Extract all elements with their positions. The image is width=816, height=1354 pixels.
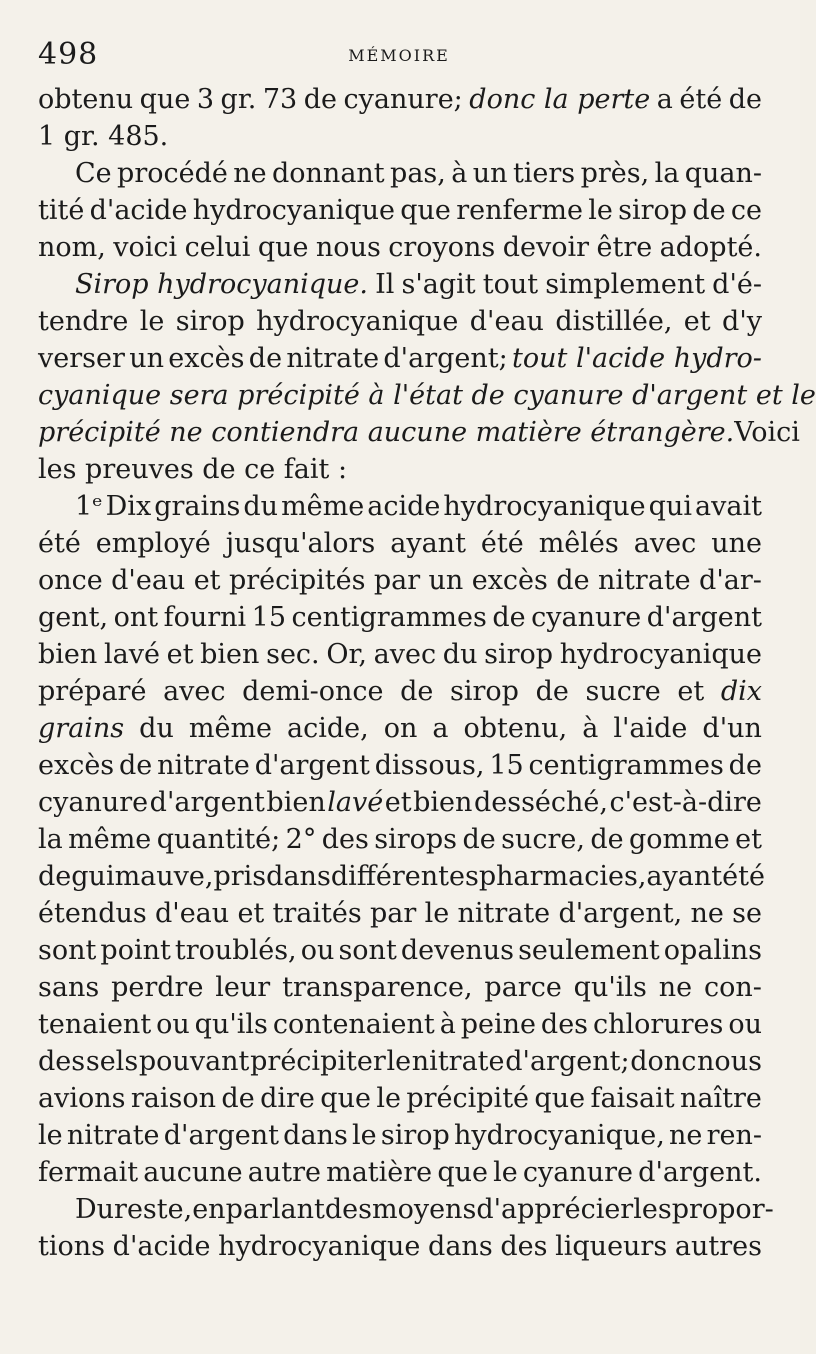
text-segment: ou (728, 1009, 762, 1040)
text-segment: des (540, 1009, 589, 1040)
text-segment: que (534, 1083, 586, 1114)
text-segment: près, (580, 158, 650, 189)
text-segment: nom, (38, 232, 106, 263)
text-segment: bien (266, 787, 326, 818)
text-segment: qui (648, 491, 692, 522)
text-segment: matière (326, 1157, 433, 1188)
text-segment: que (139, 84, 191, 115)
text-segment: de (119, 750, 153, 781)
text-segment: avec (163, 676, 226, 707)
text-segment: précipités (228, 565, 366, 596)
text-segment: ce (730, 195, 762, 226)
text-segment: par (370, 898, 417, 929)
text-segment: sont (38, 935, 97, 966)
text-segment: et (166, 639, 194, 670)
text-segment: et (677, 676, 705, 707)
text-segment: l'aide (613, 713, 688, 744)
text-line (38, 599, 762, 636)
text-segment: des (324, 1194, 372, 1225)
text-segment: a (432, 713, 449, 744)
text-segment: sirop (450, 676, 519, 707)
text-segment: par (373, 565, 421, 596)
text-segment: et (735, 824, 762, 855)
text-segment: tité (38, 195, 85, 226)
text-segment: le (386, 1046, 412, 1077)
text-segment: s'agit (401, 269, 476, 300)
text-segment: les preuves de ce fait : (38, 454, 348, 485)
text-segment: lavé (103, 639, 160, 670)
text-segment: fourni (163, 602, 247, 633)
text-segment: sels (85, 1046, 139, 1077)
text-segment: à (582, 713, 599, 744)
text-segment: parce (484, 972, 562, 1003)
text-line (38, 1191, 774, 1228)
text-segment: ne (233, 158, 267, 189)
text-segment: ayant (390, 528, 466, 559)
text-segment: bien (38, 639, 98, 670)
text-segment: excès (38, 750, 115, 781)
text-segment: que (437, 1157, 488, 1188)
text-line (38, 229, 762, 266)
text-segment: du (442, 639, 478, 670)
text-segment: été (722, 861, 765, 892)
text-segment: fermait (38, 1157, 139, 1188)
text-segment: cyanure; (343, 84, 463, 115)
text-line (38, 451, 762, 488)
text-segment: ont (113, 602, 159, 633)
text-segment: c'est-à-dire (609, 787, 762, 818)
text-segment: hydrocyanique (218, 1231, 421, 1262)
text-segment: la (38, 824, 63, 855)
text-segment: d'eau (155, 898, 230, 929)
text-segment: contenaient (272, 1009, 435, 1040)
text-segment: Sirop hydrocyanique. (75, 269, 368, 300)
text-line (38, 895, 762, 932)
text-segment: nitrate (157, 750, 250, 781)
text-segment: d'argent. (638, 1157, 762, 1188)
text-segment: et (237, 898, 265, 929)
text-segment: été (480, 528, 524, 559)
text-segment: Voici (734, 417, 800, 448)
text-segment: gomme (628, 824, 730, 855)
text-segment: sirops (374, 824, 458, 855)
text-segment: nitrate (597, 565, 691, 596)
page-header (38, 38, 760, 74)
text-segment: 2° (285, 824, 317, 855)
text-segment: sec. (266, 639, 320, 670)
text-segment: gr. (220, 84, 257, 115)
text-segment: d'argent (163, 1120, 279, 1151)
text-segment: sirop (618, 195, 688, 226)
text-segment: de (535, 676, 569, 707)
text-segment: de (400, 676, 434, 707)
text-segment: d'argent; (383, 343, 508, 374)
text-segment: d'eau (469, 306, 544, 337)
text-segment: acide (367, 491, 441, 522)
text-segment: que (400, 195, 451, 226)
text-segment: cyanique sera précipité à l'état de cyanure d'argent et le (38, 380, 816, 411)
text-segment: a (656, 84, 673, 115)
text-segment: de (248, 343, 283, 374)
text-segment: de (556, 565, 590, 596)
text-line (38, 155, 762, 192)
text-segment: Or, (326, 639, 367, 670)
text-line (38, 969, 762, 1006)
text-line (38, 710, 762, 747)
text-segment: hydrocyanique (192, 195, 395, 226)
text-segment: jusqu'alors (225, 528, 376, 559)
text-segment: d'y (722, 306, 762, 337)
text-segment: nitrate (286, 343, 380, 374)
text-segment: naître (680, 1083, 762, 1114)
text-segment: leur (215, 972, 271, 1003)
text-segment: dans (266, 861, 331, 892)
text-segment: à (451, 158, 468, 189)
text-segment: nitrate (411, 1046, 505, 1077)
text-line (38, 266, 762, 303)
text-segment: tiers (512, 158, 576, 189)
text-segment: demi-once (242, 676, 384, 707)
text-line (38, 1117, 762, 1154)
text-segment: d'eau (111, 565, 186, 596)
text-segment: été (679, 84, 723, 115)
text-segment: qu'ils (573, 972, 647, 1003)
text-line (38, 932, 762, 969)
text-segment: tenaient (38, 1009, 152, 1040)
text-segment: 15 (251, 602, 287, 633)
text-segment: avait (695, 491, 762, 522)
text-segment: parlant (225, 1194, 325, 1225)
text-segment: de (492, 602, 526, 633)
text-segment: préparé (38, 676, 147, 707)
text-segment: de (38, 861, 72, 892)
text-segment: devenus (400, 935, 514, 966)
text-segment: le (38, 1120, 63, 1151)
text-segment: sirop (175, 306, 245, 337)
text-segment: 3 (196, 84, 215, 115)
text-segment: centigrammes (528, 750, 724, 781)
text-segment: tout (482, 269, 539, 300)
text-segment: d'argent, (558, 898, 683, 929)
text-segment: de (728, 84, 762, 115)
text-segment: employé (95, 528, 211, 559)
text-segment: pas, (390, 158, 446, 189)
text-segment: cyanure (522, 1157, 634, 1188)
text-segment: sans (38, 972, 100, 1003)
text-segment: voici (113, 232, 178, 263)
text-segment: et (683, 306, 711, 337)
text-segment: avec (633, 528, 697, 559)
text-segment: étendus (38, 898, 147, 929)
text-segment: 1 gr. 485. (38, 121, 169, 152)
text-segment: ou (156, 1009, 190, 1040)
text-segment: opalins (663, 935, 762, 966)
text-segment: le (493, 1157, 518, 1188)
text-segment: bien (413, 787, 473, 818)
text-segment: sucre, (501, 824, 585, 855)
text-segment: la (654, 158, 680, 189)
text-segment: ne (658, 972, 693, 1003)
text-segment: excès (471, 565, 548, 596)
text-segment: sont (338, 935, 397, 966)
text-segment: nous (697, 1046, 762, 1077)
text-segment: avec (373, 639, 437, 670)
text-segment: ayant (646, 861, 723, 892)
text-segment: ou (300, 935, 335, 966)
text-segment: d'argent (646, 602, 762, 633)
text-segment: transparence, (282, 972, 473, 1003)
text-line (38, 81, 762, 118)
text-segment: d'apprécier (476, 1194, 634, 1225)
text-line (38, 1080, 762, 1117)
text-segment: pris (213, 861, 267, 892)
text-segment: cyanure (531, 602, 642, 633)
text-segment: guimauve, (71, 861, 214, 892)
text-segment: de (728, 750, 762, 781)
text-segment: de (692, 195, 726, 226)
text-segment: Ce (75, 158, 112, 189)
text-segment: dans (283, 1120, 348, 1151)
text-segment: quantité; (156, 824, 281, 855)
text-segment: 15 (489, 750, 524, 781)
text-segment: un (129, 343, 164, 374)
text-segment: d'un (702, 713, 762, 744)
text-segment: le (424, 898, 450, 929)
text-segment: de (590, 824, 624, 855)
text-segment: de (462, 824, 496, 855)
text-segment: lavé (327, 787, 384, 818)
text-segment: simplement (545, 269, 706, 300)
text-line (38, 377, 816, 414)
text-segment: d'acide (89, 195, 188, 226)
text-segment: obtenu, (463, 713, 568, 744)
text-segment: hydrocyanique, (453, 1120, 665, 1151)
text-segment: nous (315, 232, 381, 263)
text-segment: une (711, 528, 762, 559)
text-segment: cyanure (38, 787, 149, 818)
text-line (38, 118, 762, 155)
text-segment: Dix (105, 491, 152, 522)
text-line (38, 562, 762, 599)
text-segment: d'argent (254, 750, 370, 781)
text-segment: on (383, 713, 418, 744)
text-line (38, 1154, 762, 1191)
text-segment: de (221, 1083, 255, 1114)
text-line (38, 821, 762, 858)
text-segment: que (320, 1083, 371, 1114)
text-segment: dissous, (374, 750, 485, 781)
text-segment: hydrocyanique (256, 306, 459, 337)
text-segment: différentes (330, 861, 479, 892)
text-segment: ne (669, 1120, 703, 1151)
text-segment: distillée, (555, 306, 673, 337)
text-segment: grains (38, 713, 125, 744)
text-segment: 1ᵉ (75, 491, 103, 522)
text-segment: tendre (38, 306, 129, 337)
text-segment: peine (460, 1009, 536, 1040)
text-segment: gent, (38, 602, 109, 633)
text-segment: été (38, 528, 81, 559)
text-segment: faisait (590, 1083, 675, 1114)
text-segment: traités (272, 898, 362, 929)
text-segment: devoir (502, 232, 590, 263)
text-segment: un (472, 158, 508, 189)
text-line (38, 525, 762, 562)
text-segment: Du (75, 1194, 115, 1225)
text-segment: d'ar- (699, 565, 762, 596)
text-segment: en (192, 1194, 226, 1225)
text-segment: ne (690, 898, 724, 929)
text-segment: quan- (684, 158, 762, 189)
text-segment: aucune (143, 1157, 243, 1188)
text-segment: et (193, 565, 221, 596)
text-segment: précipité (406, 1083, 530, 1114)
text-segment: même (68, 824, 152, 855)
text-segment: sirop (484, 639, 554, 670)
text-segment: que (257, 232, 309, 263)
text-segment: et (384, 787, 412, 818)
text-line (38, 1228, 762, 1265)
text-segment: desséché, (473, 787, 608, 818)
text-segment: ren- (706, 1120, 762, 1151)
text-segment: once (38, 565, 103, 596)
running-head: MÉMOIRE (348, 46, 450, 65)
body-text (38, 81, 816, 1265)
text-segment: d'acide (112, 1231, 211, 1262)
text-segment: liqueurs (555, 1231, 668, 1262)
text-segment: hydrocyanique (443, 491, 646, 522)
text-segment: celui (184, 232, 251, 263)
text-segment: raison (130, 1083, 217, 1114)
text-segment: grains (154, 491, 241, 522)
text-segment: d'é- (712, 269, 762, 300)
text-segment: être (596, 232, 653, 263)
text-segment: du (139, 713, 174, 744)
text-line (38, 192, 762, 229)
text-segment: précipité ne contiendra aucune matière étrangère. (38, 417, 735, 448)
text-segment: reste, (114, 1194, 193, 1225)
text-segment: le (588, 195, 613, 226)
text-segment: le (139, 306, 165, 337)
text-line (38, 414, 800, 451)
text-segment: de (303, 84, 338, 115)
text-segment: avions (38, 1083, 126, 1114)
text-segment: dire (260, 1083, 315, 1114)
text-segment: nitrate (66, 1120, 160, 1151)
text-segment: même (188, 713, 273, 744)
text-segment: dix (720, 676, 762, 707)
text-segment: moyens (371, 1194, 477, 1225)
text-segment: adopté. (659, 232, 762, 263)
text-segment: excès (168, 343, 245, 374)
text-segment: donnant (272, 158, 385, 189)
text-segment: propor- (671, 1194, 774, 1225)
text-segment: se (732, 898, 762, 929)
text-line (38, 1043, 762, 1080)
text-segment: d'argent (149, 787, 265, 818)
text-segment: pouvant (138, 1046, 250, 1077)
text-segment: seulement (518, 935, 660, 966)
text-line (38, 303, 762, 340)
text-segment: tions (38, 1231, 105, 1262)
text-line (38, 340, 762, 377)
text-segment: des (321, 824, 369, 855)
text-segment: con- (704, 972, 762, 1003)
text-segment: centigrammes (291, 602, 487, 633)
text-segment: autres (674, 1231, 762, 1262)
text-segment: point (100, 935, 171, 966)
text-line (38, 636, 762, 673)
text-line (38, 1006, 762, 1043)
text-segment: 73 (262, 84, 298, 115)
text-segment: le (376, 1083, 401, 1114)
text-segment: pharmacies, (478, 861, 647, 892)
text-segment: dans (428, 1231, 493, 1262)
text-segment: obtenu (38, 84, 134, 115)
text-line (38, 858, 765, 895)
text-segment: procédé (117, 158, 228, 189)
text-segment: autre (247, 1157, 321, 1188)
text-segment: sucre (585, 676, 661, 707)
text-segment: hydrocyanique (559, 639, 762, 670)
text-segment: un (428, 565, 464, 596)
text-segment: les (633, 1194, 672, 1225)
text-line (38, 673, 762, 710)
text-line (38, 747, 762, 784)
text-segment: précipiter (250, 1046, 386, 1077)
text-segment: qu'ils (194, 1009, 268, 1040)
text-segment: le (352, 1120, 377, 1151)
text-segment: renferme (456, 195, 583, 226)
text-segment: même (281, 491, 365, 522)
text-segment: acide, (287, 713, 369, 744)
page-number: 498 (38, 37, 99, 72)
text-segment: donc la perte (469, 84, 651, 115)
text-segment: croyons (388, 232, 496, 263)
text-segment: tout l'acide hydro- (512, 343, 762, 374)
text-segment: Il (375, 269, 395, 300)
text-segment: donc (630, 1046, 697, 1077)
text-segment: verser (38, 343, 125, 374)
text-segment: perdre (111, 972, 204, 1003)
text-segment: d'argent; (505, 1046, 630, 1077)
text-segment: nitrate (457, 898, 551, 929)
text-segment: troublés, (174, 935, 297, 966)
text-line (38, 488, 762, 525)
text-segment: à (439, 1009, 456, 1040)
text-line (38, 784, 762, 821)
text-segment: des (500, 1231, 548, 1262)
text-segment: bien (200, 639, 260, 670)
text-segment: chlorures (592, 1009, 724, 1040)
text-segment: des (38, 1046, 86, 1077)
text-segment: sirop (380, 1120, 450, 1151)
text-segment: du (243, 491, 279, 522)
text-segment: mêlés (538, 528, 619, 559)
